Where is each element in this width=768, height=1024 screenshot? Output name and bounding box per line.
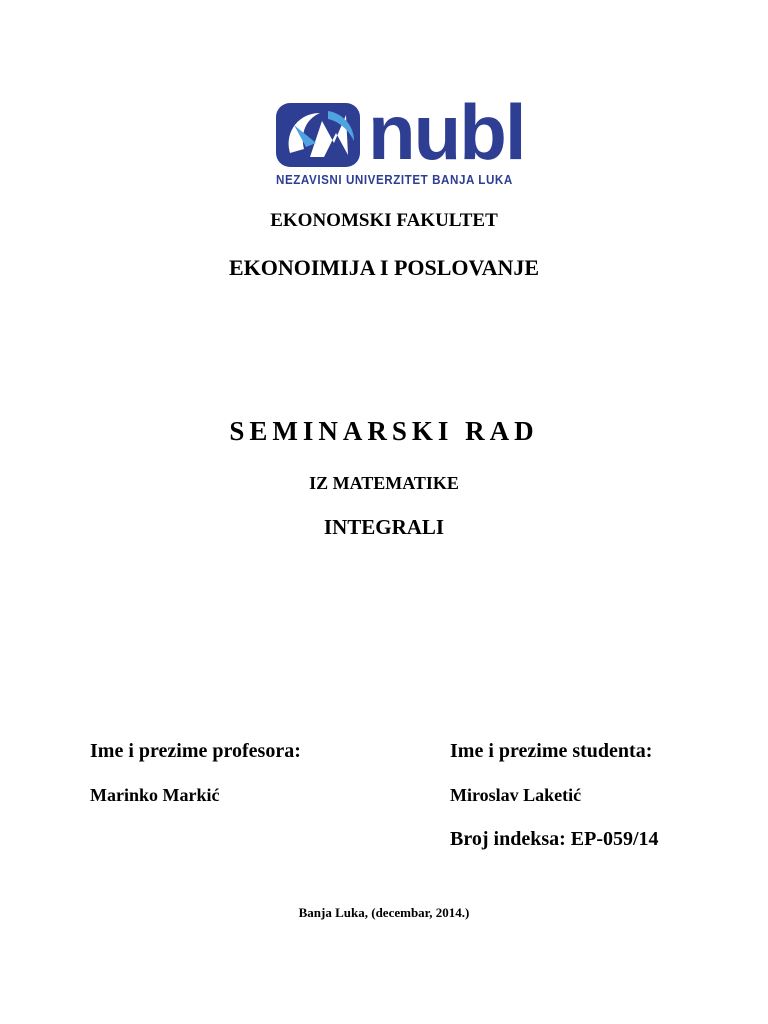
professor-name: Marinko Markić (90, 785, 220, 805)
logo-wordmark: nubl (368, 88, 525, 176)
faculty-name: EKONOMSKI FAKULTET (270, 210, 498, 231)
document-title: SEMINARSKI RAD (229, 416, 539, 446)
place-and-date: Banja Luka, (decembar, 2014.) (298, 905, 470, 920)
logo-subtitle: NEZAVISNI UNIVERZITET BANJA LUKA (276, 173, 513, 187)
student-name: Miroslav Laketić (450, 785, 582, 805)
student-index: Broj indeksa: EP-059/14 (450, 828, 659, 850)
program-name: EKONOIMIJA I POSLOVANJE (228, 255, 540, 280)
nubl-emblem-icon (276, 103, 360, 167)
university-logo (276, 88, 525, 189)
document-subject: IZ MATEMATIKE (309, 473, 459, 493)
professor-label: Ime i prezime profesora: (90, 740, 301, 762)
document-topic: INTEGRALI (323, 515, 445, 539)
student-label: Ime i prezime studenta: (450, 740, 653, 762)
